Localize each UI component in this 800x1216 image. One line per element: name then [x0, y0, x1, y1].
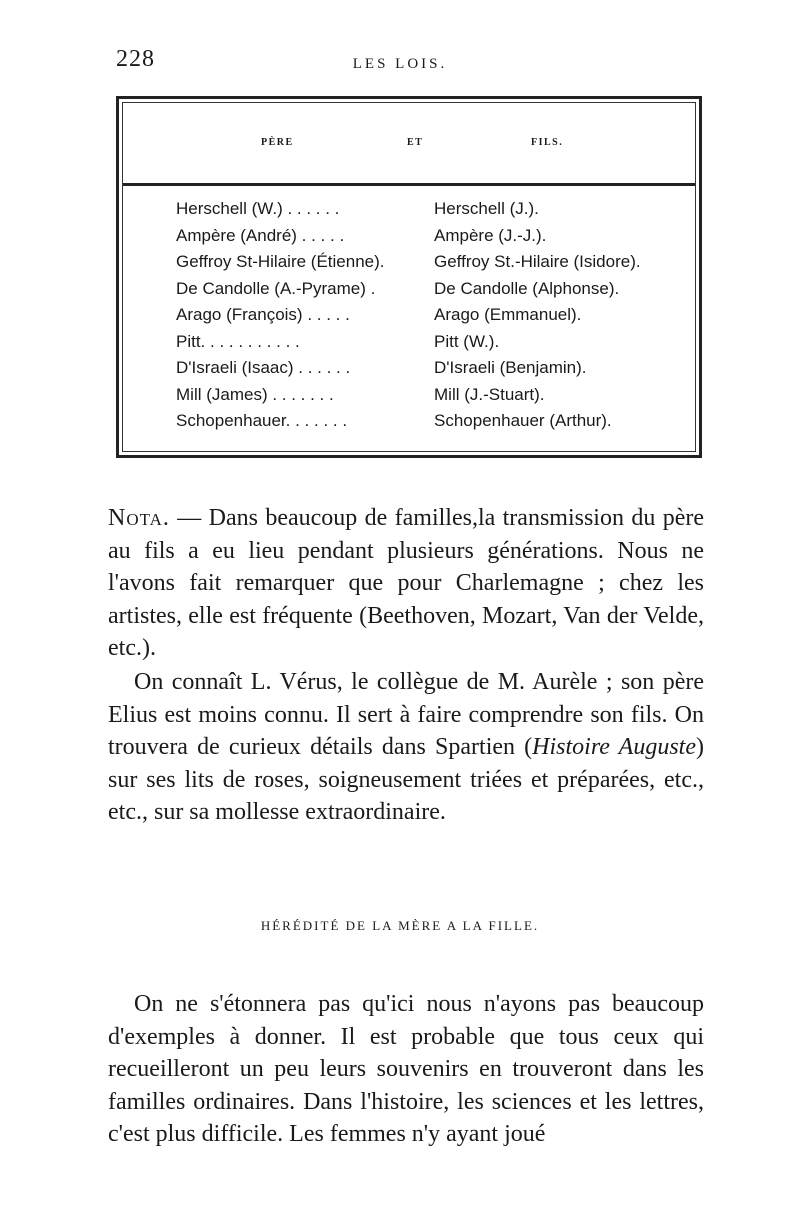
verus-paragraph — [108, 666, 704, 829]
father-cell: D'Israeli (Isaac) . . . . . . — [176, 358, 351, 377]
table-row — [123, 252, 695, 279]
son-cell: Arago (Emmanuel). — [434, 305, 582, 324]
father-cell: Mill (James) . . . . . . . — [176, 384, 334, 404]
table-row — [123, 199, 695, 226]
father-cell: Arago (François) . . . . . — [176, 305, 350, 324]
verus-text-end: ) sur ses lits de roses, soigneusement triées et préparées, etc., etc., sur sa mollesse extraordinaire. — [108, 734, 704, 826]
father-son-table — [116, 96, 702, 458]
header-pere: PÈRE — [261, 137, 294, 148]
table-inner-frame — [122, 102, 696, 452]
table-row — [123, 358, 695, 385]
table-row — [123, 305, 695, 332]
table-header — [123, 103, 695, 186]
father-cell: Pitt. . . . . . . . . . . — [176, 331, 300, 351]
nota-label: Nota. — [108, 505, 170, 531]
son-cell: Herschell (J.). — [434, 199, 539, 218]
header-et: ET — [407, 137, 424, 148]
table-row — [123, 279, 695, 306]
son-cell: D'Israeli (Benjamin). — [434, 358, 587, 377]
nota-paragraph — [108, 502, 704, 665]
father-cell: Schopenhauer. . . . . . . — [176, 411, 348, 430]
son-cell: Schopenhauer (Arthur). — [434, 411, 612, 430]
father-cell: De Candolle (A.-Pyrame) . — [176, 278, 376, 298]
father-cell: Geffroy St-Hilaire (Étienne). — [176, 252, 385, 271]
running-title: LES LOIS. — [352, 56, 448, 72]
header-fils: FILS. — [531, 137, 564, 148]
table-row — [123, 332, 695, 359]
page-number: 228 — [116, 46, 155, 72]
nota-text: — Dans beaucoup de familles,la transmission du père au fils a eu lieu pendant plusieurs générations. Nous ne l'avons fait remarquer que pour Charlemagne ; chez les artistes, elle est fréquente (Beethoven, Mozart, Van der Velde, etc.). — [108, 505, 704, 662]
table-row — [123, 226, 695, 253]
son-cell: Ampère (J.-J.). — [434, 225, 547, 245]
book-title: Histoire Auguste — [532, 734, 696, 761]
son-cell: Mill (J.-Stuart). — [434, 384, 545, 404]
section-title: HÉRÉDITÉ DE LA MÈRE A LA FILLE. — [260, 918, 540, 933]
mother-daughter-paragraph: On ne s'étonnera pas qu'ici nous n'ayons pas beaucoup d'exemples à donner. Il est probable que tous ceux qui recueilleront un peu leurs souvenirs en trouveront dans les familles ordinaires. Dans l'histoire, les sciences et les lettres, c'est plus difficile. Les femmes n'y ayant joué — [108, 991, 704, 1148]
father-cell: Ampère (André) . . . . . — [176, 225, 345, 245]
son-cell: Geffroy St.-Hilaire (Isidore). — [434, 252, 641, 271]
son-cell: Pitt (W.). — [434, 331, 500, 351]
table-row — [123, 411, 695, 438]
son-cell: De Candolle (Alphonse). — [434, 278, 620, 298]
father-cell: Herschell (W.) . . . . . . — [176, 199, 340, 218]
verus-text-start: On connaît L. Vérus, le collègue de M. Aurèle ; son père Elius est moins connu. Il sert à faire comprendre son fils. On trouvera de curieux détails dans Spartien ( — [108, 669, 704, 761]
table-row — [123, 385, 695, 412]
table-body — [123, 199, 695, 438]
